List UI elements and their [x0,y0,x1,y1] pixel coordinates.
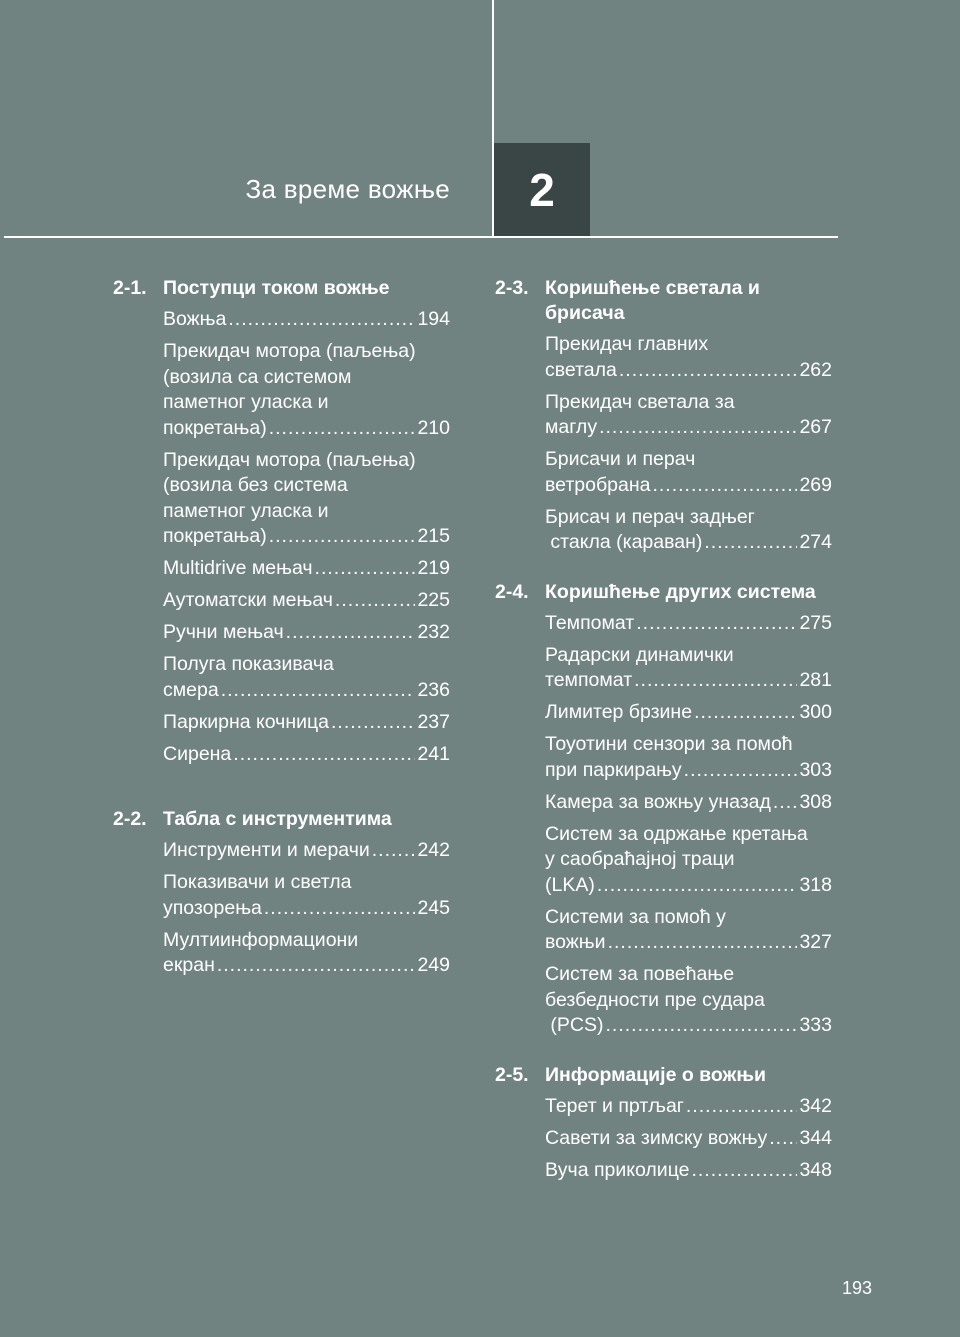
entry-last-line [545,873,832,899]
toc-entry[interactable] [545,1094,832,1120]
toc-entry[interactable] [163,339,450,441]
entry-text-line: Вожња [163,308,227,330]
entry-text-line: (возила са системом [163,365,352,388]
entry-last-line [163,710,450,736]
toc-entry[interactable] [163,620,450,646]
entry-page-number: 241 [417,742,450,765]
toc-entry[interactable] [163,870,450,921]
entry-last-line [545,473,832,499]
entry-last-line [163,307,450,333]
toc-entry[interactable] [545,700,832,726]
entry-text-line: Мултиинформациони [163,928,359,951]
toc-entry[interactable] [163,588,450,614]
dot-leader [269,416,416,442]
section-heading [113,807,450,832]
entry-text-line: Полуга показивача [163,653,334,675]
entry-last-line [545,1126,832,1152]
entry-last-line [545,700,832,726]
dot-leader [704,530,797,556]
entry-text-line: Камера за вожњу уназад [545,790,771,813]
dot-leader [694,700,797,726]
entry-page-number: 194 [417,308,450,330]
section-number: 2-5. [495,1063,529,1086]
toc-entry[interactable] [163,307,450,333]
toc-section [495,1063,832,1184]
section-title: Информације о вожњи [545,1063,767,1086]
entry-last-line [545,758,832,784]
page-number: 193 [842,1278,873,1298]
entry-page-number: 308 [799,790,832,813]
entry-text-line: Показивачи и светла [163,871,352,893]
entry-text-line: Прекидач мотора (паљења) [163,340,416,362]
entry-text-line: Аутоматски мењач [163,589,333,611]
entry-last-line [545,611,832,637]
dot-leader [269,524,416,550]
toc-entry[interactable] [545,732,832,783]
dot-leader [769,1126,797,1152]
entry-last-line [163,953,450,979]
entry-last-line [545,668,832,694]
entry-last-line [163,896,450,922]
entry-text-line: паметног уласка и [163,499,329,522]
entry-last-line [545,1094,832,1120]
toc-entry[interactable] [163,838,450,864]
dot-leader [233,742,415,768]
dot-leader [634,668,797,694]
entry-last-line [545,530,832,556]
dot-leader [684,758,798,784]
entry-page-number: 281 [799,669,832,691]
dot-leader [221,678,416,704]
entry-text-line: маглу [545,416,598,438]
entry-page-number: 318 [799,873,832,896]
entry-text-line: екран [163,954,215,976]
entry-text-line: Вуча приколице [545,1158,690,1181]
entry-text-line: Терет и пртљаг [545,1094,684,1117]
dot-leader [331,710,415,736]
entry-page-number: 275 [799,611,832,634]
entry-last-line [163,620,450,646]
entry-text-line: вожњи [545,931,606,953]
toc-entry[interactable] [545,790,832,816]
entry-text-line: безбедности пре судара [545,988,765,1011]
entry-text-line: Радарски динамички [545,643,734,666]
entry-text-line: (PCS) [545,1014,604,1036]
toc-section [113,276,450,767]
dot-leader [652,473,797,499]
entry-page-number: 215 [417,525,450,547]
entry-text-line: Сирена [163,742,232,765]
dot-leader [217,953,416,979]
toc-entry[interactable] [163,742,450,768]
section-number: 2-1. [113,277,147,299]
entry-text-line: ветробрана [545,473,651,496]
toc-entry[interactable] [545,822,832,899]
section-heading [495,276,832,326]
dot-leader [606,1013,798,1039]
entry-text-line: Темпомат [545,611,635,634]
entry-text-line: Прекидач мотора (паљења) [163,448,416,471]
dot-leader [773,790,798,816]
entry-text-line: Паркирна кочница [163,710,330,733]
entry-text-line: Тоуотини сензори за помоћ [545,733,793,755]
entry-text-line: Систем за повећање [545,963,735,985]
entry-text-line: Савети за зимску вожњу [545,1126,768,1149]
entry-page-number: 219 [417,557,450,579]
entry-page-number: 327 [799,931,832,953]
entry-last-line [545,358,832,384]
entry-text-line: упозорења [163,896,262,919]
entry-text-line: Системи за помоћ у [545,905,726,928]
entry-page-number: 342 [799,1094,832,1117]
toc-section [113,807,450,979]
chapter-title: За време вожње [245,174,450,204]
dot-leader [597,873,798,899]
toc-entry[interactable] [163,652,450,703]
entry-text-line: Инструменти и мерачи [163,839,370,861]
entry-text-line: Лимитер брзине [545,701,693,723]
entry-text-line: Прекидач главних [545,333,709,355]
toc-entry[interactable] [163,556,450,582]
dot-leader [228,307,415,333]
dot-leader [315,556,416,582]
toc-entry[interactable] [545,505,832,556]
entry-text-line: Брисачи и перач [545,448,696,470]
toc-entry[interactable] [545,643,832,694]
entry-page-number: 348 [799,1158,832,1181]
toc-entry[interactable] [545,962,832,1039]
toc-entry[interactable] [163,448,450,550]
header-horizontal-rule [4,236,838,238]
entry-last-line [163,678,450,704]
section-number: 2-4. [495,580,529,603]
entry-page-number: 242 [417,839,450,861]
section-title: Коришћење других система [545,580,816,603]
toc-entry[interactable] [545,611,832,637]
entry-page-number: 267 [799,416,832,438]
dot-leader [286,620,416,646]
entry-text-line: покретања) [163,525,267,547]
entry-page-number: 303 [799,758,832,781]
toc-entry[interactable] [163,710,450,736]
entry-text-line: при паркирању [545,758,682,781]
entry-text-line: стакла (караван) [545,531,703,553]
toc-entry[interactable] [545,905,832,956]
entry-text-line: Брисач и перач задњег [545,505,755,528]
entry-text-line: (возила без система [163,474,348,496]
entry-text-line: смера [163,678,219,701]
entry-text-line: Multidrive мењач [163,557,313,579]
entry-text-line: паметног уласка и [163,391,329,413]
entry-last-line [545,415,832,441]
dot-leader [619,358,798,384]
toc-entry[interactable] [163,928,450,979]
entry-last-line [545,1158,832,1184]
entry-page-number: 262 [799,358,832,381]
entry-page-number: 274 [799,531,832,553]
entry-last-line [545,790,832,816]
section-heading [113,276,450,301]
toc-section [495,276,832,556]
entry-page-number: 232 [417,621,450,643]
entry-text-line: Прекидач светала за [545,390,735,413]
entry-text-line: у саобраћајној траци [545,848,735,870]
toc-right-column [495,276,832,1207]
toc-entry[interactable] [545,390,832,441]
toc-left-column [113,276,450,1003]
entry-page-number: 300 [799,701,832,723]
dot-leader [692,1158,798,1184]
entry-last-line [163,838,450,864]
entry-text-line: светала [545,358,617,381]
entry-page-number: 344 [799,1126,832,1149]
entry-last-line [163,556,450,582]
entry-last-line [163,588,450,614]
section-number: 2-2. [113,808,147,830]
dot-leader [636,611,797,637]
entry-page-number: 333 [799,1014,832,1036]
entry-text-line: Систем за одржање кретања [545,822,808,845]
entry-last-line [163,742,450,768]
entry-page-number: 225 [417,589,450,611]
entry-page-number: 236 [417,678,450,701]
section-heading [495,580,832,605]
dot-leader [372,838,416,864]
entry-text-line: покретања) [163,416,267,439]
chapter-number-tab [494,143,590,236]
dot-leader [608,930,798,956]
toc-entry[interactable] [545,332,832,383]
chapter-number: 2 [529,163,555,216]
entry-text-line: темпомат [545,669,633,691]
section-title: Табла с инструментима [163,808,392,830]
entry-page-number: 269 [799,473,832,496]
toc-entry[interactable] [545,1126,832,1152]
section-number: 2-3. [495,277,529,299]
dot-leader [335,588,416,614]
entry-last-line [545,1013,832,1039]
entry-last-line [163,524,450,550]
entry-last-line [163,416,450,442]
dot-leader [686,1094,798,1120]
section-heading [495,1063,832,1088]
entry-page-number: 245 [417,896,450,919]
section-title: Поступци током вожње [163,277,390,299]
entry-text-line: (LKA) [545,873,595,896]
entry-last-line [545,930,832,956]
entry-page-number: 237 [417,710,450,733]
section-title: Коришћење светала и брисача [545,277,760,324]
toc-section [495,580,832,1039]
entry-page-number: 249 [417,954,450,976]
entry-text-line: Ручни мењач [163,621,284,643]
dot-leader [264,896,416,922]
toc-entry[interactable] [545,447,832,498]
dot-leader [599,415,797,441]
entry-page-number: 210 [417,416,450,439]
toc-entry[interactable] [545,1158,832,1184]
